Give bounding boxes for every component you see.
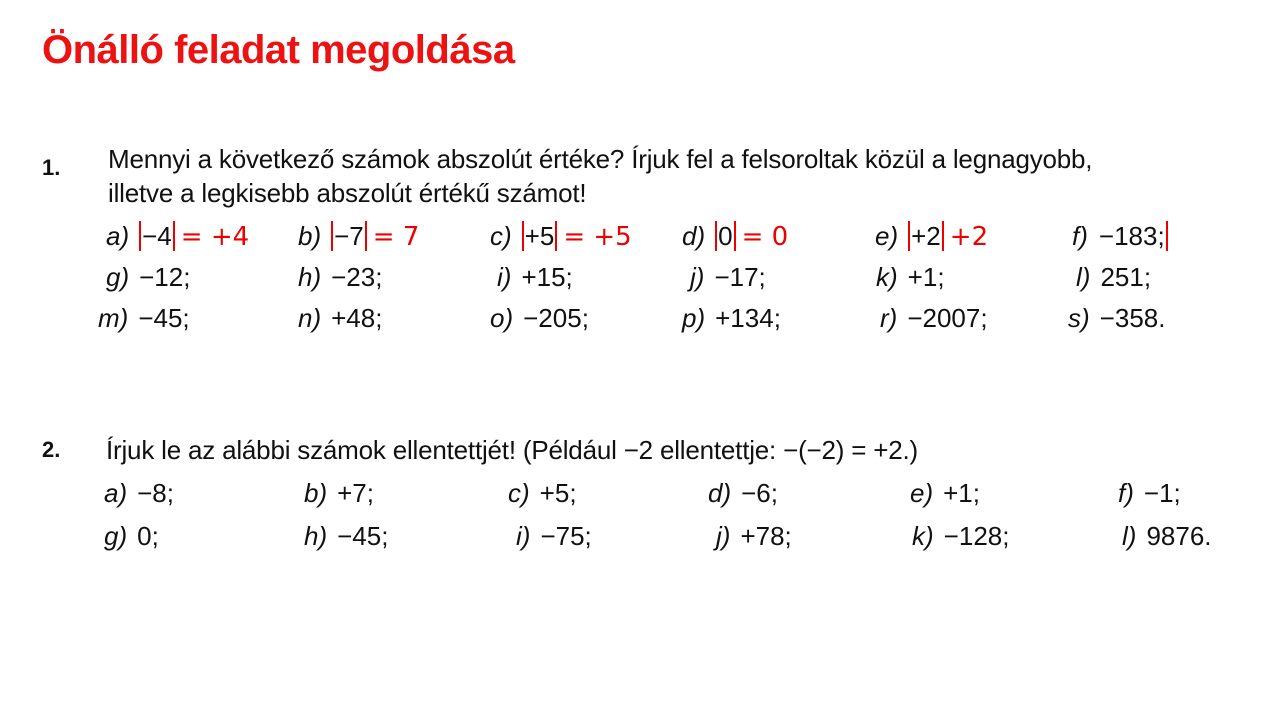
task-1-item-i — [497, 262, 573, 293]
item-value: −128; — [943, 521, 1010, 551]
item-value: +5; — [539, 478, 577, 508]
task-2-item-b — [304, 478, 374, 509]
item-label: p) — [682, 303, 706, 333]
item-value: −2007; — [907, 303, 988, 333]
item-value: +7; — [337, 478, 374, 508]
item-label: k) — [912, 521, 934, 551]
item-label: l) — [1122, 521, 1137, 551]
item-value: −205; — [523, 303, 589, 333]
item-value: +48; — [331, 303, 383, 333]
task-2-item-h — [304, 521, 388, 552]
task-1-item-b — [298, 221, 419, 252]
task-2-item-f — [1118, 478, 1181, 509]
item-label: c) — [490, 221, 512, 251]
task-1-number: 1. — [42, 155, 61, 180]
item-value: +134; — [715, 303, 781, 333]
task-1-item-g — [106, 262, 190, 293]
item-value: −1; — [1143, 478, 1181, 508]
task-2-item-g — [104, 521, 159, 552]
item-label: r) — [880, 303, 898, 333]
item-label: b) — [304, 478, 328, 508]
task-2-item-e — [910, 478, 980, 509]
task-1-question — [108, 142, 1092, 210]
item-label: i) — [497, 262, 512, 292]
task-1-item-l — [1076, 262, 1151, 293]
item-value: 251; — [1100, 262, 1152, 292]
item-value: −6; — [741, 478, 778, 508]
task-1-item-s — [1068, 303, 1165, 334]
item-label: j) — [716, 521, 731, 551]
item-label: e) — [875, 221, 899, 251]
task-1-item-d — [682, 221, 788, 252]
item-label: s) — [1068, 303, 1090, 333]
item-label: h) — [298, 262, 322, 292]
task-1-line-1: Mennyi a következő számok abszolút értéke? Írjuk fel a felsoroltak közül a legnagyobb, — [108, 144, 1093, 174]
item-label: j) — [690, 262, 705, 292]
item-value: −183; — [1098, 221, 1168, 251]
item-label: i) — [516, 521, 531, 551]
item-value: −358. — [1099, 303, 1166, 333]
task-1-item-f — [1072, 221, 1168, 252]
item-value: +5 — [522, 221, 558, 251]
task-2-question: Írjuk le az alábbi számok ellentettjét! (Például −2 ellentettje: −(−2) = +2.) — [106, 435, 919, 465]
item-value: +1; — [907, 262, 945, 292]
item-value: −17; — [714, 262, 766, 292]
handwritten-answer: +2 — [949, 222, 989, 252]
item-label: e) — [910, 478, 934, 508]
handwritten-answer: = +4 — [180, 222, 250, 252]
task-2-item-d — [708, 478, 778, 509]
item-value: −12; — [139, 262, 191, 292]
item-value: 0 — [715, 221, 735, 251]
task-2-number: 2. — [42, 437, 61, 462]
item-label: a) — [104, 478, 128, 508]
task-1-item-k — [876, 262, 945, 293]
item-value: −45; — [337, 521, 389, 551]
item-value: 9876. — [1146, 521, 1212, 551]
task-1-item-o — [490, 303, 589, 334]
handwritten-answer: = +5 — [563, 222, 632, 252]
task-1-item-j — [690, 262, 766, 293]
task-1-item-p — [682, 303, 781, 334]
task-2-item-i — [516, 521, 592, 552]
task-1-item-r — [880, 303, 988, 334]
task-1-item-m — [98, 303, 190, 334]
task-2-item-c — [508, 478, 577, 509]
item-value: +78; — [740, 521, 792, 551]
item-label: g) — [104, 521, 128, 551]
item-label: k) — [876, 262, 898, 292]
task-2-item-a — [104, 478, 174, 509]
item-label: m) — [98, 303, 129, 333]
item-value: 0; — [137, 521, 159, 551]
item-label: f) — [1118, 478, 1134, 508]
item-value: −4 — [139, 221, 175, 251]
task-2-item-l — [1122, 521, 1212, 552]
item-label: d) — [682, 221, 706, 251]
task-1-item-h — [298, 262, 382, 293]
task-1-item-n — [298, 303, 382, 334]
item-label: l) — [1076, 262, 1091, 292]
task-1-item-a — [106, 221, 249, 252]
item-value: −7 — [331, 221, 367, 251]
task-2-item-k — [912, 521, 1009, 552]
item-label: d) — [708, 478, 732, 508]
handwritten-answer: = 0 — [741, 222, 789, 252]
item-value: −23; — [331, 262, 383, 292]
handwritten-answer: = 7 — [372, 222, 420, 252]
item-label: f) — [1072, 221, 1088, 251]
item-label: b) — [298, 221, 322, 251]
item-value: +1; — [943, 478, 980, 508]
item-value: −75; — [540, 521, 592, 551]
task-1-line-2: illetve a legkisebb abszolút értékű számot! — [108, 178, 587, 208]
item-label: h) — [304, 521, 328, 551]
item-label: c) — [508, 478, 530, 508]
item-value: −45; — [138, 303, 190, 333]
task-1-item-c — [490, 221, 632, 252]
item-label: n) — [298, 303, 322, 333]
item-label: a) — [106, 221, 130, 251]
item-value: −8; — [137, 478, 174, 508]
item-label: g) — [106, 262, 130, 292]
item-value: +2 — [908, 221, 944, 251]
item-label: o) — [490, 303, 514, 333]
slide-title: Önálló feladat megoldása — [42, 28, 515, 72]
item-value: +15; — [521, 262, 573, 292]
task-1-item-e — [875, 221, 988, 252]
task-2-item-j — [716, 521, 792, 552]
